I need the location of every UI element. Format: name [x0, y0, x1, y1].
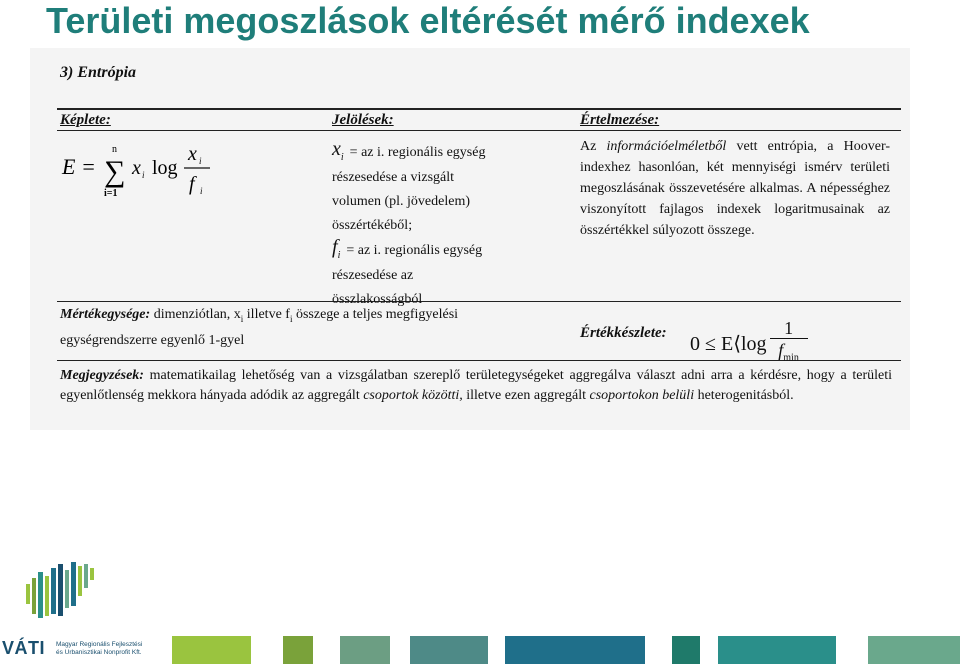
range-num: 1: [784, 318, 794, 338]
formula-sum-top: n: [112, 144, 117, 155]
formula-lhs: E =: [62, 154, 96, 179]
formula-term-sub: i: [142, 170, 145, 180]
org-line-1: Magyar Regionális Fejlesztési: [56, 641, 143, 648]
f-line-2: összlakosságból: [332, 292, 423, 307]
remark-part-1: matematikailag lehetőség van a vizsgálatban szereplő területegységeket aggregálva választ adni arra a kérdésre, hogy a területi egyenlőtlenség mekkora hányada adódik az aggregált: [60, 368, 892, 403]
remark-part-3: heterogenitásból.: [697, 388, 794, 403]
remark-label: Megjegyzések:: [60, 368, 144, 383]
footer-strip-5: [505, 636, 645, 664]
notation-f: [332, 235, 552, 264]
table-rule-top: [57, 108, 901, 110]
x-line-1: részesedése a vizsgált: [332, 170, 455, 185]
formula-term: x: [132, 157, 141, 179]
range-den: $f_{min}$: [778, 340, 799, 364]
footer-strip-1: [172, 636, 251, 664]
formula-frac-num-sub: i: [199, 156, 202, 166]
f-definition: = az i. regionális egység: [346, 243, 483, 258]
vati-logo-text: VÁTI: [2, 638, 46, 658]
formula-log: log: [152, 157, 178, 179]
unit-text: [60, 304, 520, 351]
entropy-table-image: [30, 48, 910, 430]
unit-label: Mértékegysége:: [60, 307, 151, 322]
x-line-2: volumen (pl. jövedelem): [332, 194, 471, 209]
org-name: [56, 641, 166, 657]
x-symbol: $x_i$: [332, 137, 344, 163]
x-line-3: összértékéből;: [332, 218, 413, 233]
footer-strip-3: [340, 636, 390, 664]
range-label: Értékkészlete:: [580, 325, 667, 341]
unit-part-2: illetve f: [246, 307, 290, 322]
meaning-part-2: vett entrópia, a Hoover-indexhez hasonlóan, két mennyiségi ismérv területi megoszlásának összevetésére alkalmas. A népességhez viszonyított fajlagos indexek logaritmusainak az összértékkel súlyozott összege.: [580, 139, 891, 238]
unit-part-3: összege a teljes megfigyelési egységrendszerre egyenlő 1-gyel: [60, 307, 459, 348]
vati-logo-icon: [26, 562, 112, 624]
entropy-formula: [60, 140, 230, 200]
x-definition: = az i. regionális egység: [349, 145, 486, 160]
formula-sum-bottom: i=1: [104, 188, 118, 199]
meaning-text: [580, 136, 890, 241]
remark-emphasis-2: csoportokon belüli: [589, 388, 695, 403]
formula-frac-den-sub: i: [200, 186, 203, 196]
meaning-emphasis: információelméletből: [606, 139, 727, 154]
footer-strip-8: [868, 636, 960, 664]
notation-x: [332, 137, 552, 166]
range-lhs: 0 ≤ E⟨log: [690, 333, 767, 356]
formula-frac-num: x: [188, 143, 197, 165]
column-header-meaning: Értelmezése:: [580, 112, 660, 128]
footer-strip-6: [672, 636, 700, 664]
notation-list: [332, 137, 552, 312]
footer-strip-2: [283, 636, 313, 664]
formula-frac-den: f: [189, 173, 195, 195]
f-line-1: részesedése az: [332, 268, 414, 283]
remark-emphasis-1: csoportok közötti,: [363, 388, 463, 403]
range-fraction: [770, 318, 808, 370]
unit-part-1: dimenziótlan, x: [153, 307, 241, 322]
section-heading: 3) Entrópia: [60, 64, 137, 81]
sigma-icon: ∑: [104, 155, 126, 188]
footer-strip-4: [410, 636, 488, 664]
column-header-notation: Jelölések:: [332, 112, 394, 128]
footer-strip-7: [718, 636, 836, 664]
remark-part-2: illetve ezen aggregált: [466, 388, 586, 403]
meaning-part-1: Az: [580, 139, 597, 154]
table-rule-header: [57, 130, 901, 131]
org-line-2: és Urbanisztikai Nonprofit Kft.: [56, 649, 142, 656]
value-range: [580, 308, 840, 364]
unit-x-sub: i: [240, 313, 244, 324]
unit-f-sub: i: [289, 313, 293, 324]
range-expression: [690, 318, 808, 370]
slide-title: Területi megoszlások eltérését mérő indexek: [46, 0, 810, 41]
column-header-formula: Képlete:: [60, 112, 111, 128]
f-symbol: $f_i$: [332, 235, 341, 261]
remark-text: [60, 366, 892, 406]
